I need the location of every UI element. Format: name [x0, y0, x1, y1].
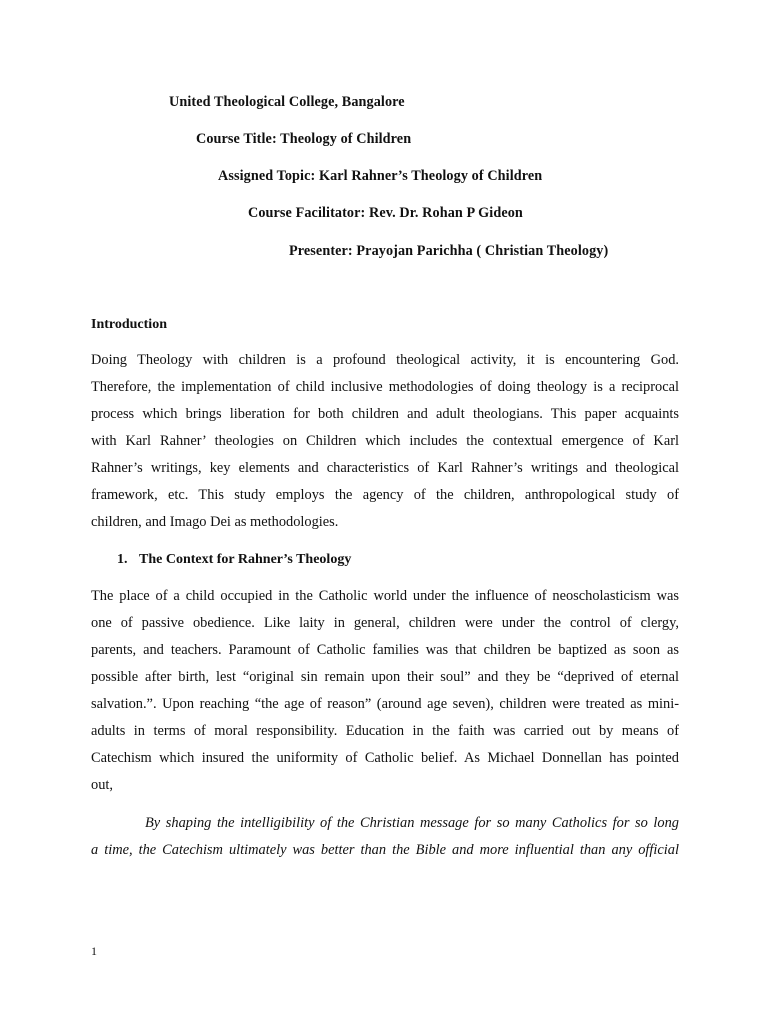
course-facilitator: Course Facilitator: Rev. Dr. Rohan P Gideon: [248, 205, 523, 221]
page-number: 1: [91, 944, 97, 958]
assigned-topic: Assigned Topic: Karl Rahner’s Theology of Children: [218, 168, 543, 184]
introduction-paragraph: [91, 351, 679, 540]
paragraph-line: Rahner’s writings, key elements and characteristics of Karl Rahner’s writings and theological: [91, 460, 679, 476]
paragraph-line: possible after birth, lest “original sin remain upon their soul” and they be “deprived of eternal: [91, 669, 679, 685]
course-title: Course Title: Theology of Children: [196, 131, 412, 147]
section-number: 1.: [117, 552, 128, 567]
paragraph-line: framework, etc. This study employs the agency of the children, anthropological study of: [91, 487, 679, 503]
paragraph-line: Therefore, the implementation of child inclusive methodologies of doing theology is a reciprocal: [91, 379, 679, 395]
paragraph-line: out,: [91, 777, 113, 793]
introduction-heading: Introduction: [91, 317, 167, 332]
paragraph-line: parents, and teachers. Paramount of Catholic families was that children be baptized as soon as: [91, 642, 679, 658]
paragraph-line: The place of a child occupied in the Catholic world under the influence of neoscholasticism was: [91, 588, 679, 604]
college-name: United Theological College, Bangalore: [169, 94, 405, 110]
section-title: The Context for Rahner’s Theology: [139, 552, 352, 567]
section-1-heading: [117, 552, 351, 568]
quote-line: By shaping the intelligibility of the Christian message for so many Catholics for so long: [145, 815, 679, 831]
paragraph-line: Catechism which insured the uniformity of Catholic belief. As Michael Donnellan has pointed: [91, 750, 679, 766]
paragraph-line: salvation.”. Upon reaching “the age of reason” (around age seven), children were treated as mini-: [91, 696, 679, 712]
paragraph-line: process which brings liberation for both children and adult theologians. This paper acquaints: [91, 406, 679, 422]
paragraph-line: one of passive obedience. Like laity in general, children were under the control of clergy,: [91, 615, 679, 631]
block-quote: [91, 814, 679, 868]
section-1-paragraph: [91, 587, 679, 803]
quote-line: a time, the Catechism ultimately was better than the Bible and more influential than any official: [91, 842, 679, 858]
paragraph-line: Doing Theology with children is a profound theological activity, it is encountering God.: [91, 352, 679, 368]
paragraph-line: children, and Imago Dei as methodologies.: [91, 514, 339, 530]
paragraph-line: adults in terms of moral responsibility. Education in the faith was carried out by means of: [91, 723, 679, 739]
paragraph-line: with Karl Rahner’ theologies on Children which includes the contextual emergence of Karl: [91, 433, 679, 449]
presenter: Presenter: Prayojan Parichha ( Christian Theology): [289, 243, 609, 259]
